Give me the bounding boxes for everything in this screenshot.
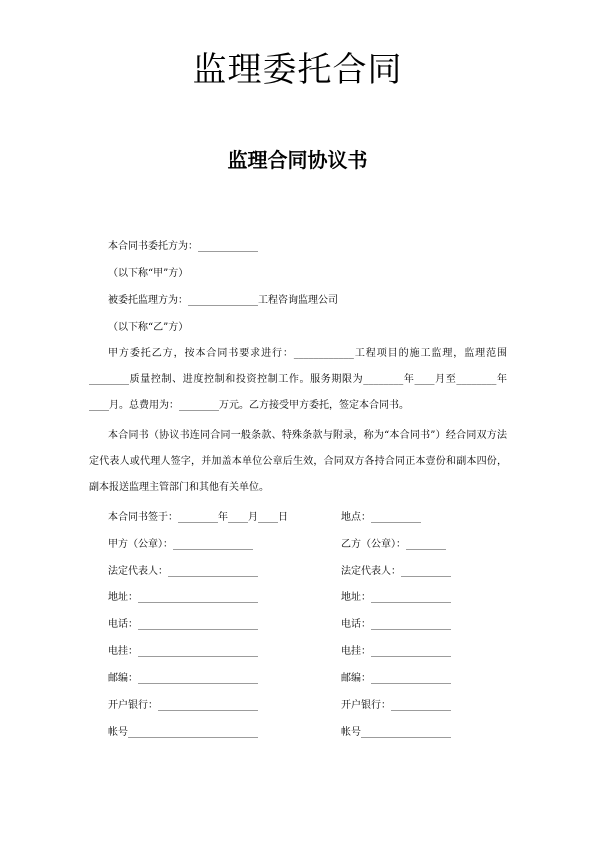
party-a-representative-line: 法定代表人：__________________ — [108, 566, 258, 577]
signing-place-line: 地点：__________ — [341, 512, 421, 523]
party-a-seal-line: 甲方（公章）：________________ — [108, 539, 253, 550]
party-a-telegraph-line: 电挂：________________________ — [108, 646, 258, 657]
party-a-bank-line: 开户银行：____________________ — [108, 700, 258, 711]
party-b-address-line: 地址：________________ — [341, 592, 451, 603]
signing-date-line: 本合同书签于：________年____月____日 — [108, 512, 288, 523]
party-b-seal-line: 乙方（公章）：________ — [341, 539, 446, 550]
paragraph-commission: 甲方委托乙方，按本合同书要求进行：____________工程项目的施工监理，监理范围________质量控制、进度控制和投资控制工作。服务期限为________年____月至________年____月。总费用为：________万元。乙方接受甲方委托，签定本合同书。 — [89, 348, 507, 411]
contractor-alias: （以下称“乙”方） — [108, 322, 189, 333]
party-a-phone-line: 电话：________________________ — [108, 619, 258, 630]
party-a-address-line: 地址：________________________ — [108, 592, 258, 603]
party-b-representative-line: 法定代表人：__________ — [341, 566, 451, 577]
party-b-telegraph-line: 电挂：________________ — [341, 646, 451, 657]
client-line: 本合同书委托方为：____________ — [108, 241, 258, 252]
party-b-phone-line: 电话：________________ — [341, 619, 451, 630]
contractor-line: 被委托监理方为：______________工程咨询监理公司 — [108, 295, 338, 306]
client-alias: （以下称“甲”方） — [108, 268, 189, 279]
party-b-postcode-line: 邮编：________________ — [341, 673, 451, 684]
party-b-account-line: 帐号__________________ — [341, 727, 451, 738]
document-title: 监理委托合同 — [192, 50, 403, 90]
document-subtitle: 监理合同协议书 — [227, 148, 368, 172]
paragraph-validity: 本合同书（协议书连同合同一般条款、特殊条款与附录，称为“本合同书”）经合同双方法定代表人或代理人签字，并加盖本单位公章后生效，合同双方各持合同正本壹份和副本四份，副本报送监理主管部门和其他有关单位。 — [89, 430, 507, 493]
party-a-account-line: 帐号__________________________ — [108, 727, 258, 738]
party-a-postcode-line: 邮编：________________________ — [108, 673, 258, 684]
party-b-bank-line: 开户银行：____________ — [341, 700, 451, 711]
